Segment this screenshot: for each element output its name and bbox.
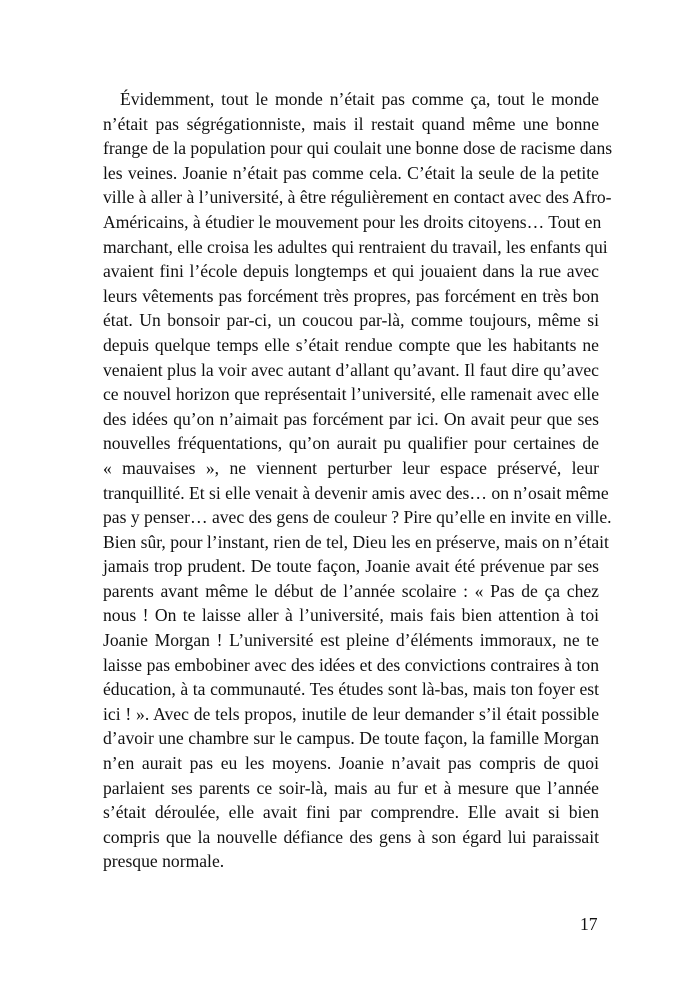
text-line: presque normale.	[103, 851, 225, 872]
text-line: laisse pas embobiner avec des idées et des convictions contraires à ton	[103, 654, 599, 675]
text-line: Évidemment, tout le monde n’était pas comme ça, tout le monde	[120, 89, 599, 109]
text-line: des idées qu’on n’aimait pas forcément par ici. On avait peur que ses	[103, 408, 599, 429]
text-line: avaient fini l’école depuis longtemps et qui jouaient dans la rue avec	[103, 261, 599, 282]
text-line: ici ! ». Avec de tels propos, inutile de leur demander s’il était possible	[103, 703, 599, 724]
text-line: éducation, à ta communauté. Tes études sont là-bas, mais ton foyer est	[103, 679, 599, 700]
text-line: venaient plus la voir avec autant d’allant qu’avant. Il faut dire qu’avec	[103, 359, 599, 380]
text-line: Américains, à étudier le mouvement pour les droits citoyens… Tout en	[103, 211, 602, 232]
text-line: compris que la nouvelle défiance des gens à son égard lui paraissait	[103, 826, 599, 847]
text-line: tranquillité. Et si elle venait à devenir amis avec des… on n’osait même	[103, 482, 609, 503]
text-line: état. Un bonsoir par-ci, un coucou par-là, comme toujours, même si	[103, 310, 599, 331]
text-line: nouvelles fréquentations, qu’on aurait pu qualifier pour certaines de	[103, 433, 599, 454]
text-line: n’était pas ségrégationniste, mais il restait quand même une bonne	[103, 113, 599, 134]
text-line: s’était déroulée, elle avait fini par comprendre. Elle avait si bien	[103, 802, 599, 823]
text-line: pas y penser… avec des gens de couleur ? Pire qu’elle en invite en ville.	[103, 507, 612, 528]
text-line: d’avoir une chambre sur le campus. De toute façon, la famille Morgan	[103, 728, 599, 749]
text-line: ville à aller à l’université, à être régulièrement en contact avec des Afro-	[103, 187, 612, 208]
text-line: les veines. Joanie n’était pas comme cela. C’était la seule de la petite	[103, 162, 599, 183]
text-line: « mauvaises », ne viennent perturber leur espace préservé, leur	[103, 457, 599, 478]
text-line: frange de la population pour qui coulait une bonne dose de racisme dans	[103, 138, 613, 159]
text-line: marchant, elle croisa les adultes qui rentraient du travail, les enfants qui	[103, 236, 608, 257]
text-line: Joanie Morgan ! L’université est pleine d’éléments immoraux, ne te	[103, 630, 599, 651]
text-line: n’en aurait pas eu les moyens. Joanie n’avait pas compris de quoi	[103, 753, 599, 774]
text-line: parents avant même le début de l’année scolaire : « Pas de ça chez	[103, 580, 599, 601]
page-number: 17	[580, 914, 598, 934]
body-paragraph	[103, 87, 613, 874]
text-line: leurs vêtements pas forcément très propres, pas forcément en très bon	[103, 285, 599, 306]
text-line: parlaient ses parents ce soir-là, mais au fur et à mesure que l’année	[103, 777, 599, 798]
text-line: jamais trop prudent. De toute façon, Joanie avait été prévenue par ses	[103, 556, 599, 577]
text-line: nous ! On te laisse aller à l’université, mais fais bien attention à toi	[103, 605, 599, 626]
text-line: ce nouvel horizon que représentait l’université, elle ramenait avec elle	[103, 384, 599, 405]
text-line: depuis quelque temps elle s’était rendue compte que les habitants ne	[103, 334, 599, 355]
text-line: Bien sûr, pour l’instant, rien de tel, Dieu les en préserve, mais on n’était	[103, 531, 609, 552]
